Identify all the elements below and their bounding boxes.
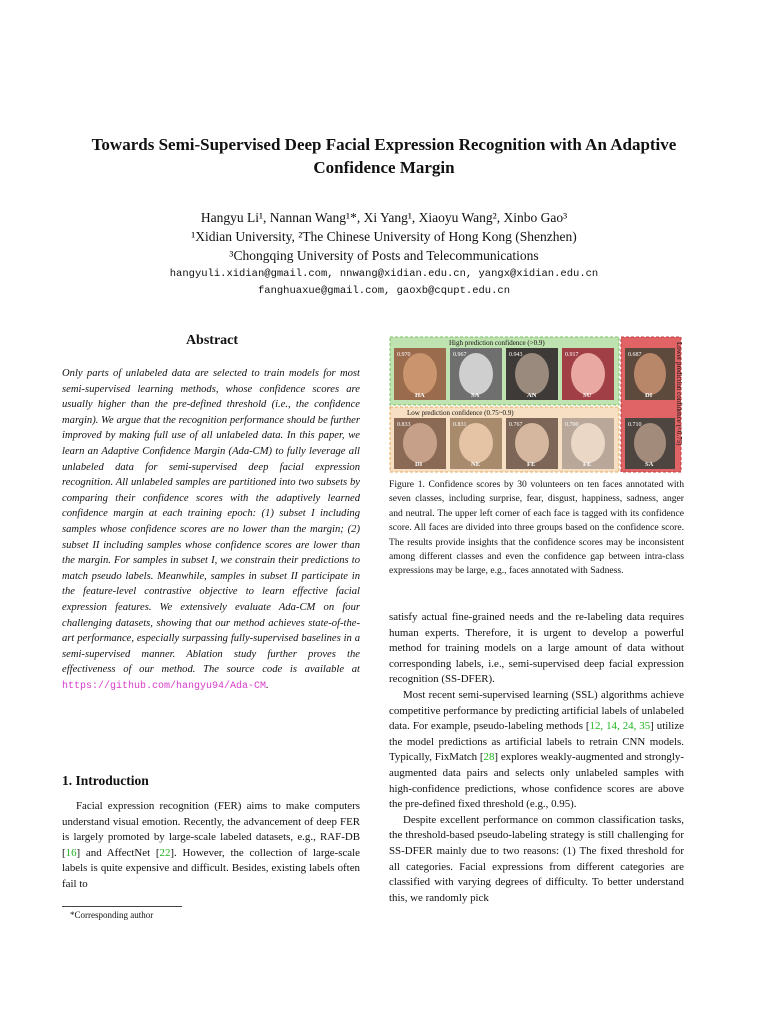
- face-score: 0.833: [397, 422, 411, 428]
- text: Most recent semi-supervised learning (SSL) algorithms achieve competitive performance by predicting artificial labels of unlabeled data. For example, pseudo-labeling methods [: [389, 688, 684, 733]
- figure-caption: Figure 1. Confidence scores by 30 volunteers on ten faces annotated with seven classes, including surprise, fear, disgust, happiness, sadness, anger and neutral. The upper left corner of each face is tagged with its confidence score. All faces are divided into three groups based on the confidence score. The results provide insights that the confidence scores may be inconsistent among different classes and even the confidence gap between intra-class expressions may be large, e.g., faces annotated with Sadness.: [389, 479, 684, 577]
- face-image: [571, 353, 605, 395]
- face-label: SU: [583, 392, 592, 399]
- face-thumb: [625, 348, 675, 400]
- face-image: [459, 353, 493, 395]
- citation-link[interactable]: 16: [65, 846, 77, 859]
- text: ] utilize the model predictions as artificial labels to retrain CNN models. Typically, FixMatch [: [389, 720, 684, 764]
- high-group-label: High prediction confidence (>0.9): [449, 339, 545, 347]
- affiliation-line-2: ³Chongqing University of Posts and Telecommunications: [229, 248, 539, 263]
- face-thumb: [506, 348, 558, 400]
- face-score: 0.831: [453, 422, 467, 428]
- face-image: [571, 423, 605, 463]
- text: ] explores weakly-augmented and strongly-augmented data pairs and selects only unlabeled samples with high-confidence predictions, whose confidence scores are above the pre-defined fixed threshold (e.g., 0.95).: [389, 751, 684, 811]
- citation-link[interactable]: 22: [159, 846, 171, 859]
- abstract-heading: Abstract: [185, 333, 239, 348]
- footnote-rule: [62, 906, 182, 907]
- emails-line-1: hangyuli.xidian@gmail.com, nnwang@xidian.edu.cn, yangx@xidian.edu.cn: [169, 268, 599, 280]
- paper-title: [40, 133, 728, 179]
- abstract-text: Only parts of unlabeled data are selected to train models for most semi-supervised learning methods, whose confidence scores are usually higher than the pre-defined threshold (i.e., the confidence margin). We argue that the recognition performance should be further improved by making full use of all unlabeled data. In this paper, we learn an Adaptive Confidence Margin (Ada-CM) to fully leverage all unlabeled data for semi-supervised deep facial expression recognition. All unlabeled samples are partitioned into two subsets by comparing their confidence scores with the adaptively learned confidence margin at each training epoch: (1) subset I including samples whose confidence scores are no lower than the margin; (2) subset II including samples whose confidence scores are lower than the margin. For samples in subset I, we constrain their predictions to match pseudo labels. Meanwhile, samples in subset II participate in the feature-level contrastive objective to learn effective facial expression features. We extensively evaluate Ada-CM on four challenging datasets, showing that our method achieves state-of-the-art performance, especially surpassing fully-supervised baselines in a semi-supervised manner. Ablation study further proves the effectiveness of our method. The source code is available at: [62, 368, 360, 676]
- face-score: 0.687: [628, 352, 642, 358]
- face-score: 0.943: [509, 352, 523, 358]
- citation-link[interactable]: 12, 14, 24, 35: [589, 720, 651, 733]
- abstract-end: .: [266, 679, 269, 691]
- intro-text-c: ]. However, the collection of large-scale labels is quite expensive and difficult. Besides, existing labels often fail to: [62, 846, 360, 890]
- face-score: 0.967: [453, 352, 467, 358]
- face-thumb: [394, 348, 446, 400]
- paragraph: satisfy actual fine-grained needs and the re-labeling data requires human experts. Therefore, it is urgent to develop a powerful method for training models on a large amount of data without corresponding labels, i.e., semi-supervised deep facial expression recognition (SS-DFER).: [389, 611, 684, 686]
- author-block: [40, 208, 728, 265]
- face-thumb: [562, 418, 614, 469]
- title-line-2: Confidence Margin: [313, 158, 455, 177]
- figure-1: [389, 336, 682, 473]
- paragraph: Despite excellent performance on common classification tasks, the threshold-based pseudo-labeling strategy is still challenging for SS-DFER mainly due to two reasons: (1) The fixed threshold for all categories. Facial expressions from different categories are classified with varying degrees of difficulty. To better understand this, we randomly pick: [389, 813, 684, 904]
- face-label: NE: [471, 461, 481, 468]
- face-label: FE: [583, 461, 592, 468]
- face-score: 0.917: [565, 352, 579, 358]
- footnote: *Corresponding author: [70, 910, 154, 920]
- intro-text-a: Facial expression recognition (FER) aims to make computers understand visual emotion. Recently, the advancement of deep FER is largely promoted by large-scale labeled datasets, e.g., RAF-DB [: [62, 800, 360, 859]
- citation-link[interactable]: 28: [483, 751, 495, 764]
- face-label: AN: [527, 392, 537, 399]
- face-thumb: [562, 348, 614, 400]
- face-score: 0.700: [565, 422, 579, 428]
- face-image: [403, 423, 437, 463]
- intro-text-b: ] and AffectNet [: [76, 846, 160, 859]
- face-thumb: [625, 418, 675, 469]
- face-score: 0.767: [509, 422, 523, 428]
- abstract-body: [62, 366, 360, 694]
- face-thumb: [450, 348, 502, 400]
- face-label: SA: [471, 392, 480, 399]
- face-label: DI: [415, 461, 423, 468]
- face-image: [634, 423, 666, 463]
- face-label: HA: [415, 392, 425, 399]
- face-thumb: [450, 418, 502, 469]
- face-thumb: [506, 418, 558, 469]
- intro-continued: [389, 610, 684, 906]
- paragraph: [389, 688, 684, 813]
- face-image: [515, 423, 549, 463]
- face-score: 0.710: [628, 422, 642, 428]
- face-thumb: [394, 418, 446, 469]
- face-image: [515, 353, 549, 395]
- affiliation-line-1: ¹Xidian University, ²The Chinese University of Hong Kong (Shenzhen): [191, 229, 577, 244]
- face-image: [403, 353, 437, 395]
- email-block: [40, 266, 728, 300]
- low-group-label: Low prediction confidence (0.75~0.9): [407, 409, 514, 417]
- abstract-code-link[interactable]: https://github.com/hangyu94/Ada-CM: [62, 680, 267, 692]
- face-image: [634, 353, 666, 395]
- title-line-1: Towards Semi-Supervised Deep Facial Expression Recognition with An Adaptive: [91, 135, 677, 154]
- face-label: FE: [527, 461, 536, 468]
- authors-line: Hangyu Li¹, Nannan Wang¹*, Xi Yang¹, Xiaoyu Wang², Xinbo Gao³: [200, 210, 568, 225]
- section-heading-introduction: 1. Introduction: [62, 773, 149, 788]
- lower-group-label: Lower prediction confidence (<0.75): [675, 342, 683, 446]
- intro-paragraph: [62, 799, 360, 893]
- emails-line-2: fanghuaxue@gmail.com, gaoxb@cqupt.edu.cn: [257, 285, 511, 297]
- face-label: SA: [645, 461, 654, 468]
- face-image: [459, 423, 493, 463]
- face-score: 0.970: [397, 352, 411, 358]
- face-label: DI: [645, 392, 653, 399]
